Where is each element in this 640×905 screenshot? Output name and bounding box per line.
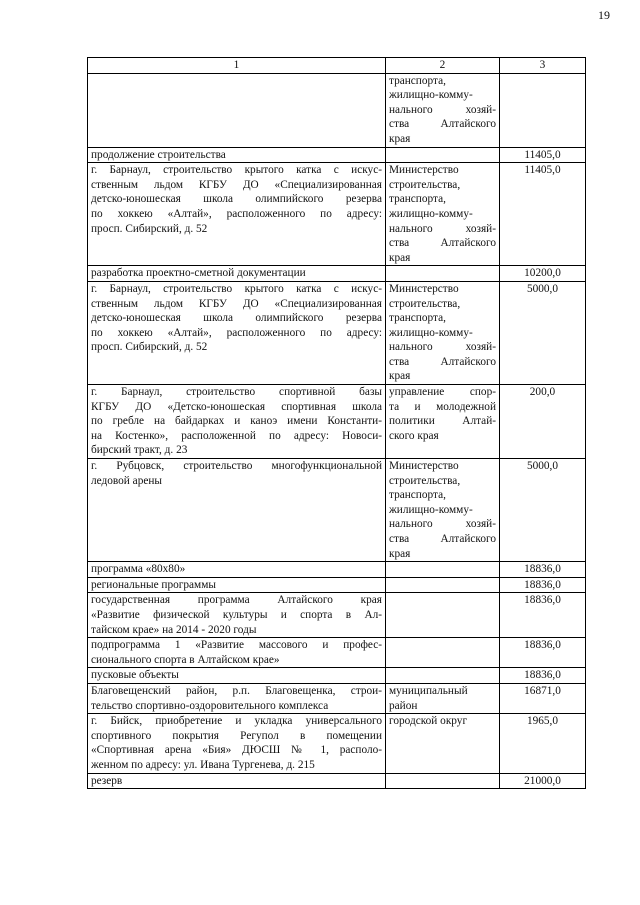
cell-description bbox=[88, 147, 386, 163]
table-row bbox=[88, 773, 586, 789]
cell-responsible-line: строительства, bbox=[389, 474, 461, 487]
cell-responsible bbox=[386, 577, 500, 593]
cell-description-line: резерв bbox=[91, 774, 123, 787]
table-row bbox=[88, 683, 586, 713]
cell-amount: 18836,0 bbox=[500, 577, 586, 593]
cell-description bbox=[88, 683, 386, 713]
table-row bbox=[88, 385, 586, 459]
cell-amount: 18836,0 bbox=[500, 668, 586, 684]
cell-responsible-line: жилищно-комму- bbox=[389, 503, 473, 516]
cell-description-line: продолжение строительства bbox=[91, 148, 226, 161]
cell-responsible-line: нального хозяй- bbox=[389, 341, 496, 354]
table-row bbox=[88, 714, 586, 773]
table-row bbox=[88, 577, 586, 593]
cell-amount: 5000,0 bbox=[500, 459, 586, 562]
cell-responsible-line: жилищно-комму- bbox=[389, 207, 473, 220]
cell-description bbox=[88, 73, 386, 147]
cell-description bbox=[88, 266, 386, 282]
cell-description-line: по гребле на байдарках и каноэ имени Константи- bbox=[91, 415, 382, 428]
header-col-2: 2 bbox=[386, 58, 500, 74]
table-row bbox=[88, 668, 586, 684]
cell-description-line: по хоккею «Алтай», расположенного по адресу: bbox=[91, 326, 382, 339]
cell-description-line: ственным льдом КГБУ ДО «Специализированная bbox=[91, 297, 382, 310]
table-row bbox=[88, 163, 586, 266]
cell-description-line: г. Рубцовск, строительство многофункциональной bbox=[91, 460, 382, 473]
cell-responsible-line: та и молодежной bbox=[389, 400, 496, 413]
cell-amount: 21000,0 bbox=[500, 773, 586, 789]
cell-description-line: «Спортивная арена «Бия» ДЮСШ № 1, располо- bbox=[91, 744, 382, 757]
cell-description bbox=[88, 714, 386, 773]
cell-description-line: КГБУ ДО «Детско-юношеская спортивная школа bbox=[91, 400, 382, 413]
cell-amount: 18836,0 bbox=[500, 638, 586, 668]
cell-description-line: «Развитие физической культуры и спорта в Ал- bbox=[91, 608, 382, 621]
table-row bbox=[88, 459, 586, 562]
cell-description-line: по хоккею «Алтай», расположенного по адресу: bbox=[91, 207, 382, 220]
cell-description-line: просп. Сибирский, д. 52 bbox=[91, 222, 208, 235]
cell-responsible-line: края bbox=[389, 370, 411, 383]
cell-responsible-line: жилищно-комму- bbox=[389, 89, 473, 102]
cell-description bbox=[88, 385, 386, 459]
cell-description bbox=[88, 459, 386, 562]
table-row bbox=[88, 638, 586, 668]
cell-description-line: г. Барнаул, строительство крытого катка с искус- bbox=[91, 164, 382, 177]
cell-responsible-line: Министерство bbox=[389, 460, 459, 473]
cell-description-line: тельство спортивно-оздоровительного комплекса bbox=[91, 699, 329, 712]
cell-amount: 1965,0 bbox=[500, 714, 586, 773]
table-header-row bbox=[88, 58, 586, 74]
cell-responsible-line: район bbox=[389, 699, 418, 712]
cell-description-line: программа «80x80» bbox=[91, 563, 186, 576]
cell-responsible-line: ства Алтайского bbox=[389, 118, 496, 131]
page-number: 19 bbox=[598, 8, 610, 22]
cell-description-line: спортивного покрытия Регупол в помещении bbox=[91, 729, 382, 742]
cell-responsible-line: нального хозяй- bbox=[389, 518, 496, 531]
cell-responsible-line: транспорта, bbox=[389, 312, 446, 325]
cell-responsible bbox=[386, 459, 500, 562]
cell-amount: 11405,0 bbox=[500, 147, 586, 163]
cell-description-line: детско-юношеская школа олимпийского резерва bbox=[91, 312, 382, 325]
cell-responsible bbox=[386, 638, 500, 668]
cell-description-line: государственная программа Алтайского края bbox=[91, 594, 382, 607]
cell-description-line: детско-юношеская школа олимпийского резерва bbox=[91, 193, 382, 206]
cell-responsible bbox=[386, 147, 500, 163]
cell-responsible-line: транспорта, bbox=[389, 74, 446, 87]
cell-amount: 5000,0 bbox=[500, 281, 586, 384]
cell-responsible-line: края bbox=[389, 547, 411, 560]
cell-responsible-line: городской округ bbox=[389, 715, 468, 728]
cell-description bbox=[88, 163, 386, 266]
cell-description-line: тайском крае» на 2014 - 2020 годы bbox=[91, 623, 257, 636]
cell-responsible-line: ства Алтайского bbox=[389, 355, 496, 368]
table-row bbox=[88, 281, 586, 384]
cell-responsible bbox=[386, 73, 500, 147]
cell-description-line: ственным льдом КГБУ ДО «Специализированная bbox=[91, 178, 382, 191]
cell-amount: 16871,0 bbox=[500, 683, 586, 713]
cell-description-line: бирский тракт, д. 23 bbox=[91, 444, 188, 457]
cell-responsible-line: управление спор- bbox=[389, 386, 496, 399]
cell-description bbox=[88, 668, 386, 684]
cell-description-line: разработка проектно-сметной документации bbox=[91, 267, 306, 280]
cell-responsible-line: строительства, bbox=[389, 297, 461, 310]
cell-responsible-line: ского края bbox=[389, 429, 439, 442]
cell-amount: 200,0 bbox=[500, 385, 586, 459]
cell-description-line: г. Барнаул, строительство крытого катка с искус- bbox=[91, 282, 382, 295]
table-row bbox=[88, 266, 586, 282]
cell-responsible bbox=[386, 281, 500, 384]
table-row bbox=[88, 593, 586, 638]
header-col-3: 3 bbox=[500, 58, 586, 74]
cell-responsible-line: транспорта, bbox=[389, 489, 446, 502]
cell-amount: 18836,0 bbox=[500, 593, 586, 638]
cell-responsible-line: жилищно-комму- bbox=[389, 326, 473, 339]
cell-description bbox=[88, 593, 386, 638]
cell-description-line: Благовещенский район, р.п. Благовещенка, строи- bbox=[91, 684, 382, 697]
cell-responsible bbox=[386, 163, 500, 266]
table-row bbox=[88, 147, 586, 163]
cell-responsible bbox=[386, 714, 500, 773]
cell-description bbox=[88, 773, 386, 789]
table-row bbox=[88, 73, 586, 147]
cell-description-line: г. Бийск, приобретение и укладка универсального bbox=[91, 715, 382, 728]
cell-description-line: просп. Сибирский, д. 52 bbox=[91, 341, 208, 354]
cell-responsible bbox=[386, 385, 500, 459]
cell-description-line: женном по адресу: ул. Ивана Тургенева, д. 215 bbox=[91, 758, 315, 771]
cell-amount: 10200,0 bbox=[500, 266, 586, 282]
cell-description-line: ледовой арены bbox=[91, 474, 162, 487]
cell-amount: 18836,0 bbox=[500, 562, 586, 578]
cell-description bbox=[88, 281, 386, 384]
cell-description-line: на Костенко», расположенной по адресу: Новоси- bbox=[91, 429, 382, 442]
cell-responsible bbox=[386, 683, 500, 713]
cell-responsible-line: Министерство bbox=[389, 282, 459, 295]
cell-amount bbox=[500, 73, 586, 147]
cell-description-line: г. Барнаул, строительство спортивной базы bbox=[91, 386, 382, 399]
cell-responsible-line: Министерство bbox=[389, 164, 459, 177]
table-body bbox=[88, 73, 586, 789]
cell-responsible-line: края bbox=[389, 251, 411, 264]
cell-amount: 11405,0 bbox=[500, 163, 586, 266]
cell-responsible bbox=[386, 593, 500, 638]
cell-responsible-line: края bbox=[389, 132, 411, 145]
cell-responsible-line: ства Алтайского bbox=[389, 237, 496, 250]
cell-description-line: подпрограмма 1 «Развитие массового и профес- bbox=[91, 639, 382, 652]
cell-responsible-line: нального хозяй- bbox=[389, 103, 496, 116]
cell-responsible-line: ства Алтайского bbox=[389, 533, 496, 545]
table-row bbox=[88, 562, 586, 578]
cell-description bbox=[88, 562, 386, 578]
header-col-1: 1 bbox=[88, 58, 386, 74]
cell-description-line: пусковые объекты bbox=[91, 669, 179, 682]
cell-responsible bbox=[386, 668, 500, 684]
cell-responsible bbox=[386, 562, 500, 578]
cell-description bbox=[88, 577, 386, 593]
cell-responsible-line: муниципальный bbox=[389, 684, 468, 697]
cell-responsible bbox=[386, 773, 500, 789]
cell-responsible-line: нального хозяй- bbox=[389, 222, 496, 235]
cell-responsible bbox=[386, 266, 500, 282]
cell-responsible-line: строительства, bbox=[389, 178, 461, 191]
budget-table bbox=[87, 57, 586, 789]
cell-responsible-line: транспорта, bbox=[389, 193, 446, 206]
cell-description bbox=[88, 638, 386, 668]
cell-description-line: региональные программы bbox=[91, 578, 216, 591]
cell-responsible-line: политики Алтай- bbox=[389, 415, 496, 428]
cell-description-line: сионального спорта в Алтайском крае» bbox=[91, 653, 280, 666]
